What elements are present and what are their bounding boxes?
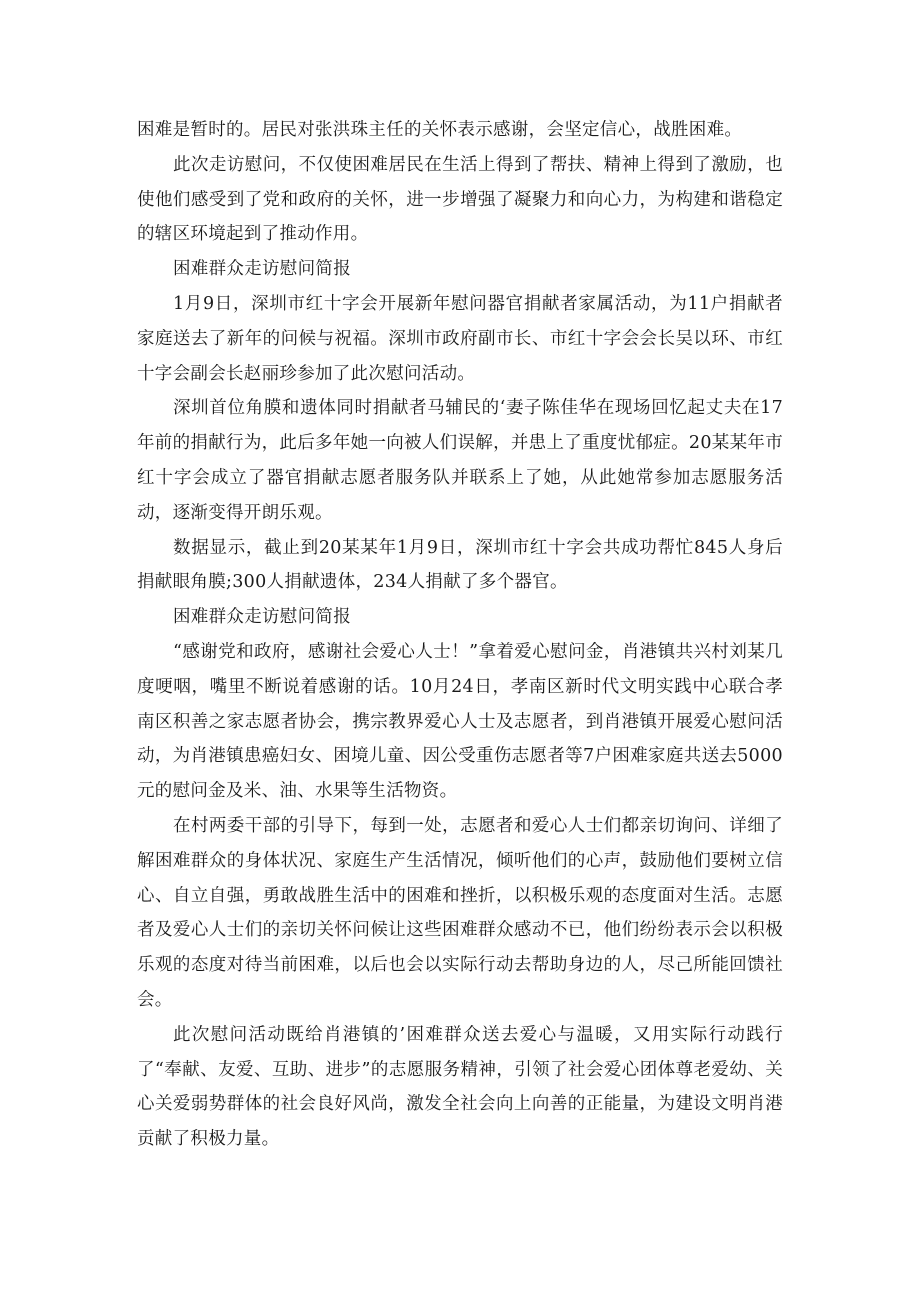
section-heading: 困难群众走访慰问简报 — [173, 607, 351, 628]
document-body — [137, 113, 783, 1157]
section-heading: 困难群众走访慰问简报 — [173, 259, 351, 280]
paragraph: 此次走访慰问，不仅使困难居民在生活上得到了帮扶、精神上得到了激励，也使他们感受到了党和政府的关怀，进一步增强了凝聚力和向心力，为构建和谐稳定的辖区环境起到了推动作用。 — [137, 154, 783, 245]
paragraph: 在村两委干部的引导下，每到一处，志愿者和爱心人士们都亲切询问、详细了解困难群众的身体状况、家庭生产生活情况，倾听他们的心声，鼓励他们要树立信心、自立自强，勇敢战胜生活中的困难和挫折，以积极乐观的态度面对生活。志愿者及爱心人士们的亲切关怀问候让这些困难群众感动不已，他们纷纷表示会以积极乐观的态度对待当前困难，以后也会以实际行动去帮助身边的人，尽己所能回馈社会。 — [137, 815, 783, 1010]
paragraph: 数据显示，截止到20某某年1月9日，深圳市红十字会共成功帮忙845人身后捐献眼角膜;300人捐献遗体，234人捐献了多个器官。 — [137, 537, 783, 593]
paragraph: 1月9日，深圳市红十字会开展新年慰问器官捐献者家属活动，为11户捐献者家庭送去了新年的问候与祝福。深圳市政府副市长、市红十字会会长吴以环、市红十字会副会长赵丽珍参加了此次慰问活动。 — [137, 293, 783, 384]
paragraph: “感谢党和政府，感谢社会爱心人士！”拿着爱心慰问金，肖港镇共兴村刘某几度哽咽，嘴里不断说着感谢的话。10月24日，孝南区新时代文明实践中心联合孝南区积善之家志愿者协会，携宗教界爱心人士及志愿者，到肖港镇开展爱心慰问活动，为肖港镇患癌妇女、困境儿童、因公受重伤志愿者等7户困难家庭共送去5000元的慰问金及米、油、水果等生活物资。 — [137, 641, 783, 802]
paragraph: 此次慰问活动既给肖港镇的’困难群众送去爱心与温暖，又用实际行动践行了“奉献、友爱、互助、进步”的志愿服务精神，引领了社会爱心团体尊老爱幼、关心关爱弱势群体的社会良好风尚，激发全社会向上向善的正能量，为建设文明肖港贡献了积极力量。 — [137, 1024, 783, 1150]
paragraph-continuation: 困难是暂时的。居民对张洪珠主任的关怀表示感谢，会坚定信心，战胜困难。 — [137, 120, 743, 140]
paragraph: 深圳首位角膜和遗体同时捐献者马辅民的‘妻子陈佳华在现场回忆起丈夫在17年前的捐献行为，此后多年她一向被人们误解，并患上了重度忧郁症。20某某年市红十字会成立了器官捐献志愿者服务队并联系上了她，从此她常参加志愿服务活动，逐渐变得开朗乐观。 — [137, 398, 783, 523]
